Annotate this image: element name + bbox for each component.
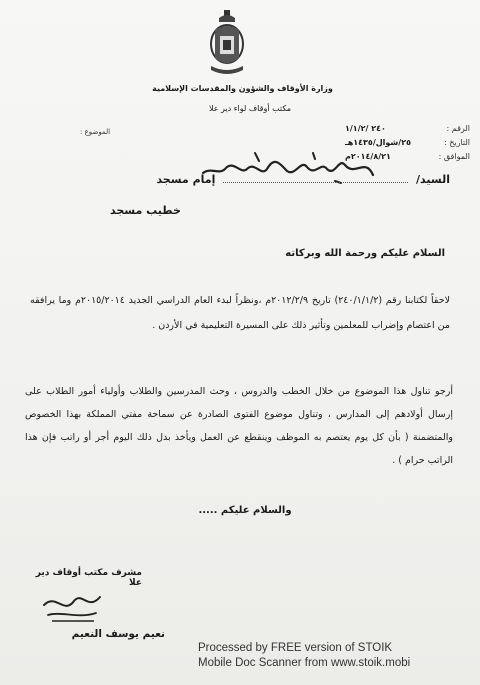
recipient-role-imam: إمام مسجد <box>156 173 216 186</box>
coat-of-arms-icon <box>205 8 249 80</box>
handwritten-signature <box>38 585 108 625</box>
recipient-prefix: السيد/ <box>416 173 450 186</box>
hijri-date-row <box>345 138 470 147</box>
reference-number-value: ٢٤٠ /١/١/٢ <box>345 124 386 133</box>
watermark-line-2: Mobile Doc Scanner from www.stoik.mobi <box>198 657 411 669</box>
scanner-watermark <box>198 641 478 671</box>
office-name: مكتب أوقاف لواء دير علا <box>208 104 292 113</box>
hijri-date-value: ٢٥/شوال/١٤٣٥هـ <box>345 138 411 147</box>
recipient-name-line <box>223 172 408 183</box>
watermark-line-1: Processed by FREE version of STOIK <box>198 642 393 654</box>
reference-number-label: الرقم : <box>446 124 470 133</box>
gregorian-date-value: ٢٠١٤/٨/٢١م <box>345 152 391 161</box>
reference-number-row <box>345 124 470 133</box>
body-paragraph-2: أرجو تناول هذا الموضوع من خلال الخطب والدروس ، وحث المدرسين والطلاب وأولياء أمور الطلاب على إرسال أولادهم إلى المدارس ، وتناول موضوع الفتوى الصادرة عن سماحة مفتي المملكة بهذا الخصوص والمتضمنة ( بأن كل يوم يعتصم به الموظف وينقطع عن العمل ويأخذ بدل ذلك اليوم أجر أو راتب فإن هذا الراتب حرام ) . <box>25 386 453 466</box>
recipient-line-1 <box>120 172 450 186</box>
ministry-name: وزارة الأوقاف والشؤون والمقدسات الإسلامية <box>152 84 333 93</box>
body-paragraph-1: لاحقاً لكتابنا رقم (٢٤٠/١/١/٢) تاريخ ٢٠١٢/٢/٩م ،ونظراً لبدء العام الدراسي الجديد ٢٠١٥/٢٠١٤م وما يرافقه من اعتصام وإضراب للمعلمين وتأثير ذلك على المسيرة التعليمية في الأردن . <box>30 295 450 331</box>
closing: والسلام عليكم ..... <box>198 505 292 516</box>
hijri-date-label: التاريخ : <box>443 138 470 147</box>
signatory-name: نعيم يوسف النعيم <box>71 628 165 640</box>
signatory-title: مشرف مكتب أوقاف دير علا <box>35 568 142 588</box>
greeting: السلام عليكم ورحمة الله وبركاته <box>285 248 445 259</box>
subject-label: الموضوع : <box>80 128 111 136</box>
gregorian-date-label: الموافق : <box>438 152 470 161</box>
recipient-role-khatib: خطيب مسجد <box>110 204 181 217</box>
